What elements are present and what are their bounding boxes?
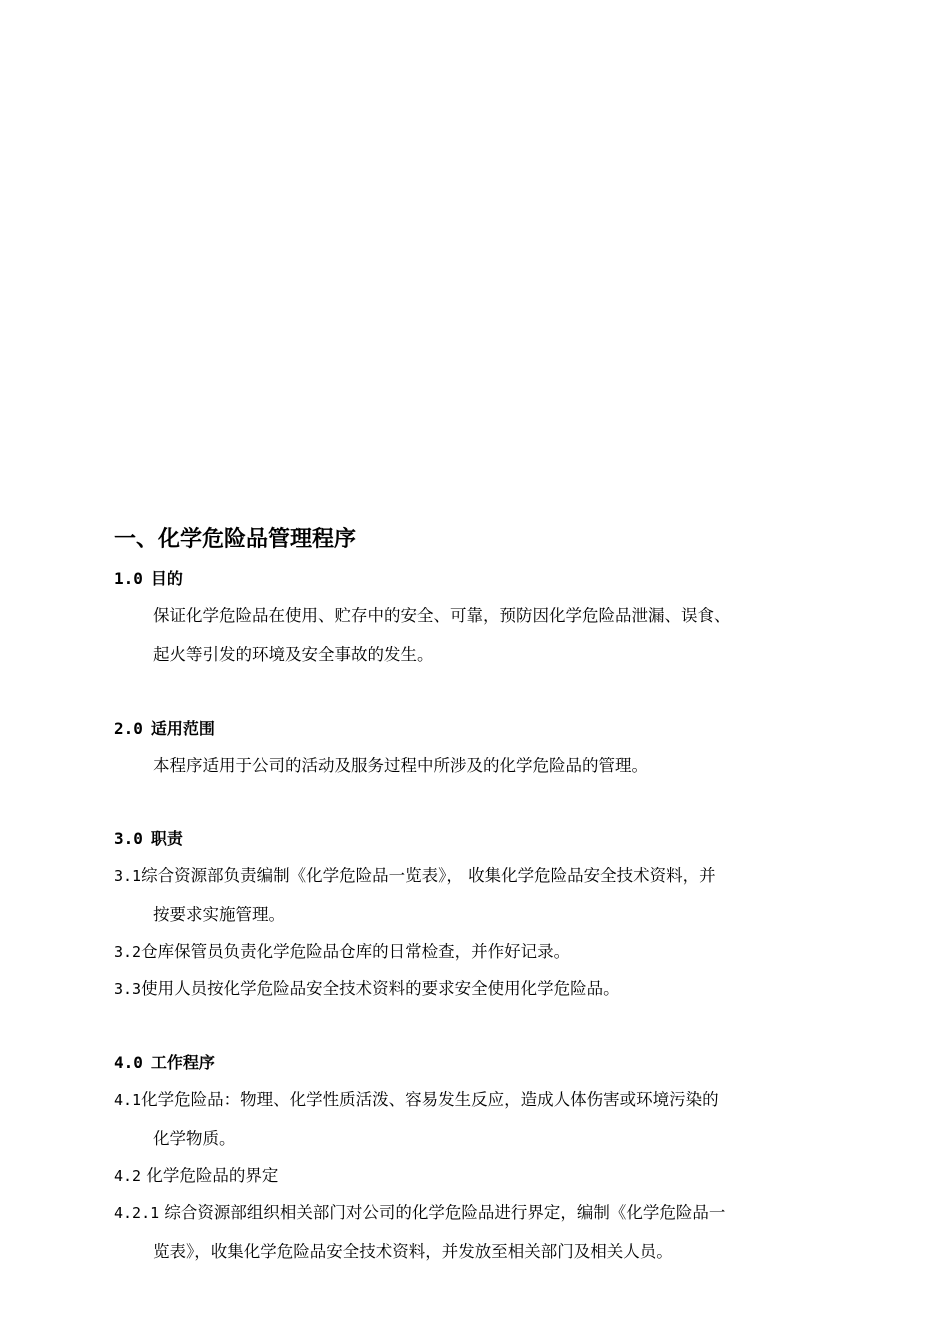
item-text: 化学危险品：物理、化学性质活泼、容易发生反应，造成人体伤害或环境污染的 — [141, 1090, 719, 1109]
section-1-heading — [114, 566, 183, 589]
list-item — [114, 1162, 278, 1186]
section-number: 2.0 — [114, 719, 143, 738]
item-text: 综合资源部负责编制《化学危险品一览表》， 收集化学危险品安全技术资料，并 — [141, 866, 716, 885]
document-title: 一、化学危险品管理程序 — [114, 527, 357, 552]
item-number: 3.2 — [114, 943, 142, 961]
item-number: 4.2.1 — [114, 1204, 160, 1222]
item-text: 使用人员按化学危险品安全技术资料的要求安全使用化学危险品。 — [141, 979, 620, 998]
list-item-continuation: 览表》，收集化学危险品安全技术资料，并发放至相关部门及相关人员。 — [153, 1242, 673, 1261]
item-text: 综合资源部组织相关部门对公司的化学危险品进行界定，编制《化学危险品一 — [159, 1203, 726, 1222]
paragraph-line: 起火等引发的环境及安全事故的发生。 — [153, 645, 434, 664]
paragraph-line: 保证化学危险品在使用、贮存中的安全、可靠，预防因化学危险品泄漏、误食、 — [153, 606, 731, 625]
list-item — [114, 1199, 725, 1223]
item-text: 仓库保管员负责化学危险品仓库的日常检查，并作好记录。 — [141, 942, 571, 961]
section-title: 适用范围 — [150, 719, 215, 738]
section-title: 目的 — [150, 569, 183, 588]
section-number: 1.0 — [114, 569, 143, 588]
section-number: 3.0 — [114, 829, 143, 848]
section-4-heading — [114, 1050, 215, 1073]
section-2-heading — [114, 716, 215, 739]
list-item-continuation: 按要求实施管理。 — [153, 905, 285, 924]
section-3-heading — [114, 826, 183, 849]
list-item — [114, 1086, 719, 1110]
list-item — [114, 938, 570, 962]
section-title: 工作程序 — [150, 1053, 215, 1072]
item-number: 3.3 — [114, 980, 142, 998]
item-number: 3.1 — [114, 867, 142, 885]
section-title: 职责 — [150, 829, 183, 848]
item-text: 化学危险品的界定 — [141, 1166, 279, 1185]
list-item-continuation: 化学物质。 — [153, 1129, 236, 1148]
item-number: 4.1 — [114, 1091, 142, 1109]
list-item — [114, 862, 716, 886]
paragraph-line: 本程序适用于公司的活动及服务过程中所涉及的化学危险品的管理。 — [153, 756, 648, 775]
list-item — [114, 975, 620, 999]
item-number: 4.2 — [114, 1167, 142, 1185]
section-number: 4.0 — [114, 1053, 143, 1072]
